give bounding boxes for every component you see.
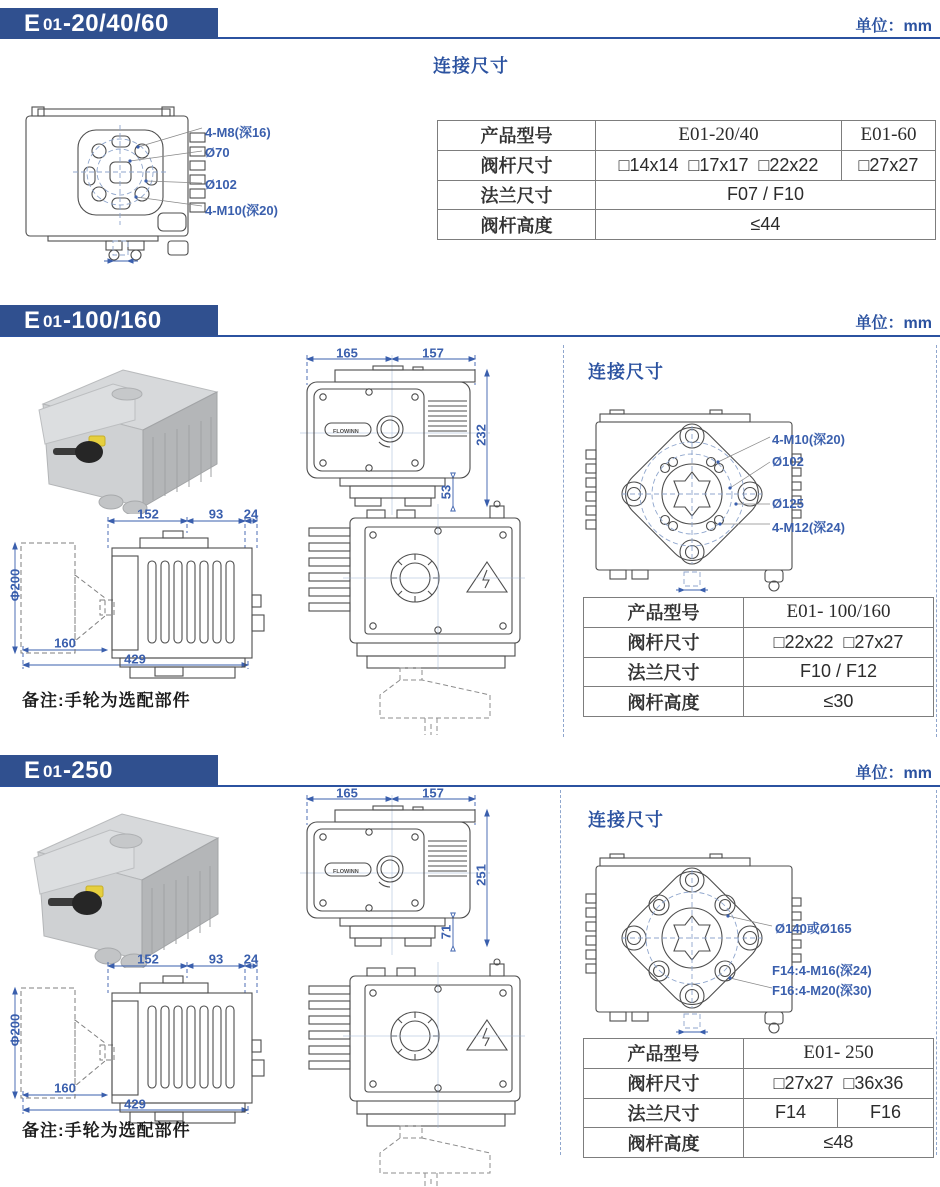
unit-label: 单位：mm: [855, 315, 932, 332]
bottom-view-wrap: [295, 958, 565, 1187]
side-view-drawing: [5, 503, 295, 688]
dim-429: 429: [124, 651, 146, 667]
handwheel-outline: [380, 668, 490, 735]
row-label: 产品型号: [584, 1039, 744, 1069]
column-separator: [936, 345, 937, 737]
row-label: 产品型号: [584, 598, 744, 628]
dim-53: 53: [438, 484, 454, 500]
dim-165: 165: [336, 345, 358, 361]
dim-251: 251: [473, 864, 489, 886]
connection-flange-drawing: [580, 838, 935, 1038]
flange-size: F10 / F12: [744, 657, 934, 687]
flange-label: F14:4-M16(深24): [772, 963, 872, 978]
bottom-view-drawing: [295, 500, 565, 735]
table-row: [584, 687, 934, 717]
flange-size-f16: F16: [838, 1098, 934, 1128]
connection-title: 连接尺寸: [588, 810, 664, 830]
high-voltage-warning-icon: [467, 1020, 507, 1050]
flange-size: F07 / F10: [596, 180, 936, 210]
bottom-view-drawing: [295, 958, 565, 1187]
section-title: E: [24, 9, 42, 37]
row-label: 阀杆高度: [584, 1128, 744, 1158]
front-view-drawing: [295, 785, 565, 980]
column-separator: [936, 790, 937, 1155]
model-value: E01-60: [842, 121, 936, 151]
top-view-drawing-wrap: [18, 95, 318, 270]
section-title: E: [24, 306, 42, 334]
dim-24: 24: [243, 951, 259, 967]
unit-label: 单位：mm: [855, 765, 932, 782]
table-row: [584, 598, 934, 628]
product-photo-e01-250: [10, 796, 238, 968]
dim-93: 93: [208, 951, 224, 967]
table-row: [584, 1128, 934, 1158]
unit-label: 单位：mm: [855, 18, 932, 35]
row-label: 法兰尺寸: [584, 1098, 744, 1128]
logo-text: FLOWINN: [333, 869, 359, 875]
section-title: E: [24, 756, 42, 784]
bottom-view-wrap: [295, 500, 565, 735]
top-view-drawing: [18, 95, 318, 270]
spec-table-e01-20-40-60: [437, 120, 936, 240]
row-label: 阀杆高度: [438, 210, 596, 240]
stem-size: □27x27: [842, 150, 936, 180]
connection-drawing-wrap: [580, 838, 935, 1038]
row-label: 阀杆尺寸: [438, 150, 596, 180]
dim-24: 24: [243, 506, 259, 522]
actuator-photo-illustration: [10, 796, 238, 968]
flange-label: F16:4-M20(深30): [772, 983, 872, 998]
dim-429: 429: [124, 1096, 146, 1112]
dim-160: 160: [54, 635, 76, 651]
dim-165: 165: [336, 785, 358, 801]
connection-title: 连接尺寸: [433, 56, 509, 76]
table-row: [438, 150, 936, 180]
table-row: [584, 1068, 934, 1098]
drawing-label: Ø70: [205, 145, 230, 160]
dim-157: 157: [422, 345, 444, 361]
stem-height: ≤44: [596, 210, 936, 240]
flange-label: 4-M10(深20): [772, 432, 845, 447]
high-voltage-warning-icon: [467, 562, 507, 592]
stem-sizes: □27x27 □36x36: [744, 1068, 934, 1098]
table-row: [438, 121, 936, 151]
table-row: [584, 1098, 934, 1128]
side-view-wrap: [5, 948, 295, 1133]
table-row: [584, 1039, 934, 1069]
side-view-wrap: [5, 503, 295, 688]
dim-157: 157: [422, 785, 444, 801]
table-row: [584, 657, 934, 687]
flange-label: Ø125: [772, 496, 804, 511]
drawing-label: Ø102: [205, 177, 237, 192]
dim-phi200: Φ200: [7, 1013, 23, 1047]
flange-label: 4-M12(深24): [772, 520, 845, 535]
row-label: 阀杆尺寸: [584, 1068, 744, 1098]
handwheel-note: 备注:手轮为选配部件: [22, 1121, 191, 1140]
front-view-wrap: [295, 785, 565, 980]
flange-label: Ø140或Ø165: [775, 921, 852, 936]
handwheel-outline: [380, 1126, 490, 1187]
stem-height: ≤30: [744, 687, 934, 717]
model-value: E01- 100/160: [744, 598, 934, 628]
flange-size-f14: F14: [744, 1098, 838, 1128]
handwheel-note: 备注:手轮为选配部件: [22, 691, 191, 710]
dim-160: 160: [54, 1080, 76, 1096]
flange-label: Ø102: [772, 454, 804, 469]
connection-flange-drawing: [580, 392, 935, 597]
dim-93: 93: [208, 506, 224, 522]
connection-drawing-wrap: [580, 392, 935, 597]
drawing-label: 4-M8(深16): [205, 125, 271, 140]
side-view-drawing: [5, 948, 295, 1133]
row-label: 法兰尺寸: [584, 657, 744, 687]
stem-height: ≤48: [744, 1128, 934, 1158]
dim-152: 152: [137, 951, 159, 967]
stem-sizes: □22x22 □27x27: [744, 627, 934, 657]
row-label: 产品型号: [438, 121, 596, 151]
table-row: [438, 210, 936, 240]
section-header-e01-250: E 01 -250: [0, 755, 218, 786]
stem-sizes: □14x14 □17x17 □22x22: [596, 150, 842, 180]
drawing-label: 4-M10(深20): [205, 203, 278, 218]
dim-71: 71: [438, 924, 454, 940]
row-label: 阀杆高度: [584, 687, 744, 717]
connection-title: 连接尺寸: [588, 362, 664, 382]
model-value: E01- 250: [744, 1039, 934, 1069]
logo-text: FLOWINN: [333, 429, 359, 435]
row-label: 法兰尺寸: [438, 180, 596, 210]
actuator-photo-illustration: [15, 352, 235, 514]
section-header-e01-20-40-60: E 01 -20/40/60: [0, 8, 218, 39]
dim-232: 232: [473, 424, 489, 446]
dim-phi200: Φ200: [7, 568, 23, 602]
product-photo-e01-100-160: [15, 352, 235, 514]
spec-table-e01-100-160: [583, 597, 934, 717]
model-value: E01-20/40: [596, 121, 842, 151]
dim-152: 152: [137, 506, 159, 522]
table-row: [584, 627, 934, 657]
table-row: [438, 180, 936, 210]
section-header-e01-100-160: E 01 -100/160: [0, 305, 218, 336]
row-label: 阀杆尺寸: [584, 627, 744, 657]
spec-table-e01-250: [583, 1038, 934, 1158]
